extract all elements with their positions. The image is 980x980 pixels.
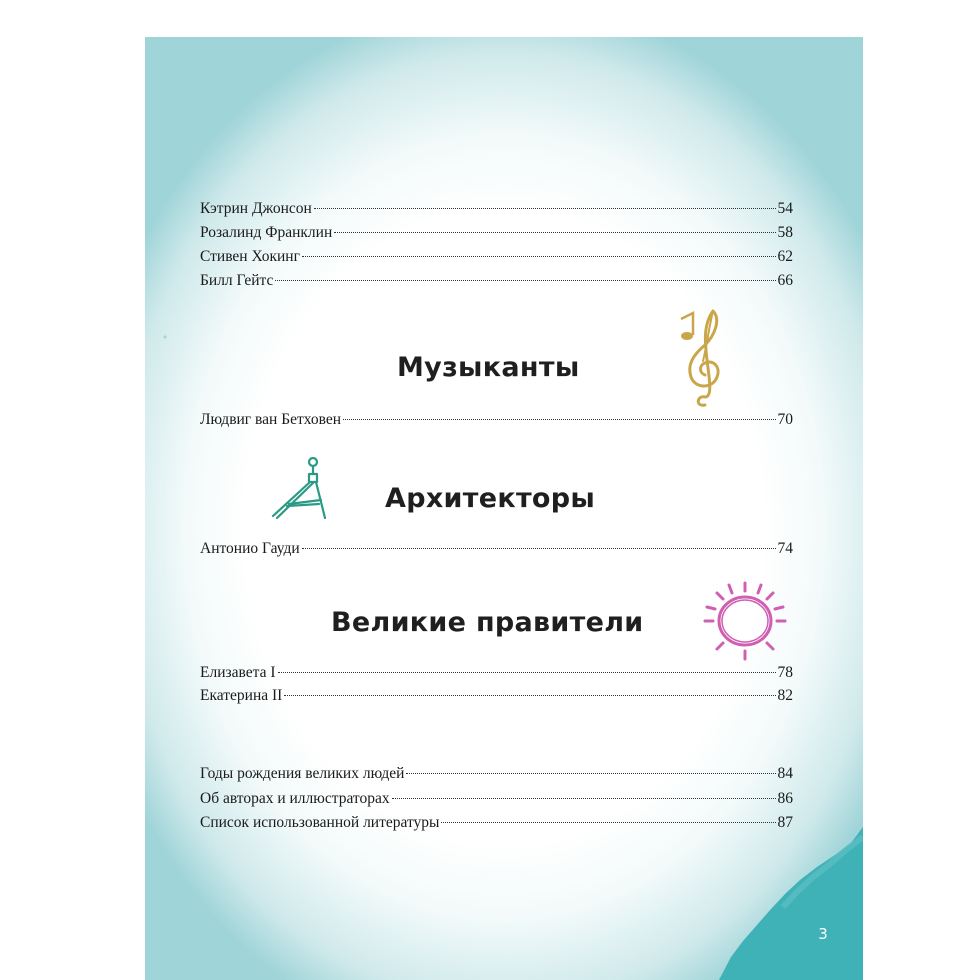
- entry-name: Стивен Хокинг: [200, 248, 300, 265]
- toc-entry-bill-gates[interactable]: [200, 270, 793, 292]
- toc-entry-about-authors[interactable]: [200, 788, 793, 810]
- leader-dots: [441, 822, 775, 823]
- section-heading-architects: Архитекторы: [385, 483, 596, 514]
- entry-page: 70: [777, 411, 793, 428]
- section-heading-rulers: Великие правители: [331, 607, 644, 638]
- entry-name: Антонио Гауди: [200, 540, 300, 557]
- page-number: 3: [818, 925, 828, 943]
- entry-name: Билл Гейтс: [200, 272, 274, 289]
- entry-name: Список использованной литературы: [200, 814, 440, 831]
- entry-name: Екатерина II: [200, 687, 283, 704]
- leader-dots: [302, 256, 776, 257]
- entry-page: 78: [777, 664, 793, 681]
- leader-dots: [302, 548, 776, 549]
- treble-clef-icon: [675, 305, 735, 411]
- entry-page: 66: [777, 272, 793, 289]
- leader-dots: [392, 798, 776, 799]
- entry-name: Годы рождения великих людей: [200, 765, 405, 782]
- leader-dots: [343, 419, 775, 420]
- entry-page: 86: [777, 790, 793, 807]
- entry-page: 74: [777, 540, 793, 557]
- entry-name: Розалинд Франклин: [200, 224, 333, 241]
- entry-page: 87: [777, 814, 793, 831]
- entry-page: 54: [777, 200, 793, 217]
- leader-dots: [314, 208, 776, 209]
- toc-entry-rosalind-franklin[interactable]: [200, 222, 793, 244]
- entry-page: 84: [777, 765, 793, 782]
- sun-icon: [699, 577, 791, 663]
- toc-entry-gaudi[interactable]: [200, 538, 793, 560]
- toc-entry-katherine-johnson[interactable]: [200, 198, 793, 220]
- entry-name: Людвиг ван Бетховен: [200, 411, 342, 428]
- leader-dots: [406, 773, 775, 774]
- entry-name: Кэтрин Джонсон: [200, 200, 312, 217]
- toc-entry-birth-years[interactable]: [200, 763, 793, 785]
- toc-entry-elizabeth-i[interactable]: [200, 662, 793, 684]
- toc-entry-bibliography[interactable]: [200, 812, 793, 834]
- leader-dots: [275, 280, 775, 281]
- leader-dots: [278, 672, 776, 673]
- leader-dots: [284, 695, 775, 696]
- entry-name: Елизавета I: [200, 664, 276, 681]
- section-heading-musicians: Музыканты: [397, 352, 580, 383]
- drafting-compass-icon: [267, 452, 333, 522]
- entry-page: 58: [777, 224, 793, 241]
- leader-dots: [334, 232, 775, 233]
- entry-page: 82: [777, 687, 793, 704]
- entry-name: Об авторах и иллюстраторах: [200, 790, 390, 807]
- book-page: [145, 37, 863, 980]
- entry-page: 62: [777, 248, 793, 265]
- toc-entry-stephen-hawking[interactable]: [200, 246, 793, 268]
- toc-entry-beethoven[interactable]: [200, 409, 793, 431]
- toc-entry-catherine-ii[interactable]: [200, 685, 793, 707]
